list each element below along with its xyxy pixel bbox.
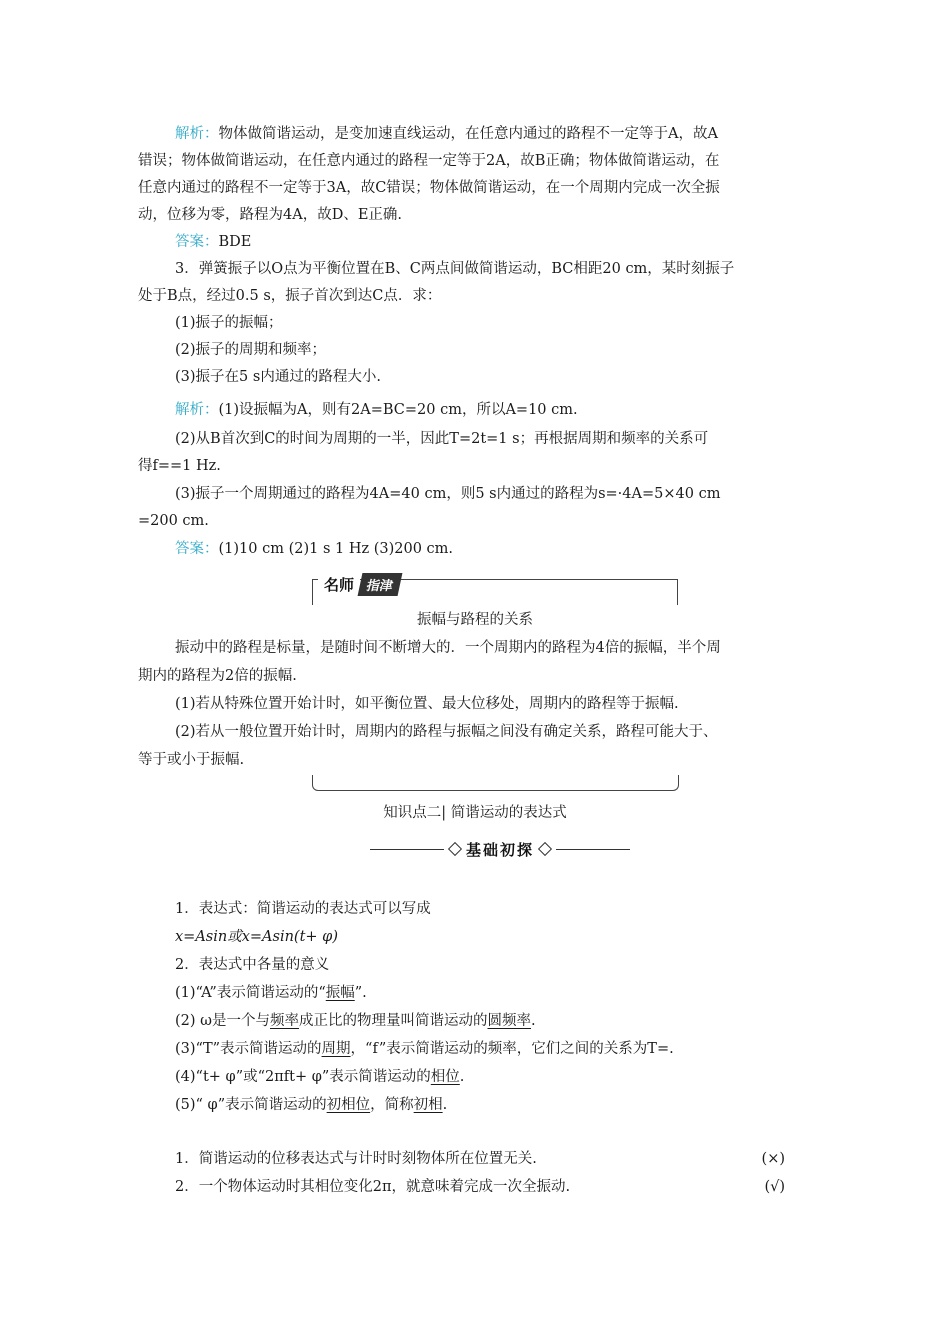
meaning-1-text: (1)“A”表示简谐运动的“ <box>175 985 326 1001</box>
item-1: 1．表达式：简谐运动的表达式可以写成 <box>175 901 431 917</box>
item-2: 2．表达式中各量的意义 <box>175 957 330 973</box>
analysis3-line-5: =200 cm. <box>138 513 209 529</box>
tip-badge-main: 名师 <box>318 574 360 595</box>
analysis-label: 解析： <box>175 126 219 142</box>
tip-badge <box>318 571 400 597</box>
diamond-icon <box>538 842 552 856</box>
meaning-4 <box>175 1067 464 1087</box>
meaning-3-blank: 周期 <box>321 1041 351 1057</box>
analysis-line-3: 任意内通过的路程不一定等于3A，故C错误；物体做简谐运动，在一个周期内完成一次全振 <box>138 180 720 196</box>
meaning-5-blank-2: 初相 <box>413 1097 443 1113</box>
banner-rule-right <box>556 849 630 850</box>
analysis-line-2: 错误；物体做简谐运动，在任意内通过的路程一定等于2A，故B正确；物体做简谐运动，在 <box>138 153 720 169</box>
section-banner <box>370 838 630 860</box>
question-3-part-1: (1)振子的振幅； <box>175 315 283 331</box>
answer-value: BDE <box>218 234 252 250</box>
meaning-1-blank: 振幅 <box>325 985 355 1001</box>
judge-mark-1: (×) <box>761 1151 785 1167</box>
meaning-1 <box>175 983 367 1003</box>
question-3-part-3: (3)振子在5 s内通过的路程大小. <box>175 369 381 385</box>
analysis3-line-1 <box>175 400 578 420</box>
tip-title: 振幅与路程的关系 <box>417 612 533 628</box>
banner-rule-left <box>370 849 444 850</box>
tip-box-top-right <box>677 579 678 605</box>
meaning-3 <box>175 1039 674 1059</box>
meaning-5 <box>175 1095 447 1115</box>
question-3-line-2: 处于B点，经过0.5 s，振子首次到达C点．求： <box>138 288 442 304</box>
analysis3-line-3: 得f==1 Hz. <box>138 458 221 474</box>
question-3-part-2: (2)振子的周期和频率； <box>175 342 327 358</box>
tip-box-bottom <box>312 775 679 791</box>
meaning-1-end: ”. <box>354 985 367 1001</box>
judge-item-2: 2．一个物体运动时其相位变化2π，就意味着完成一次全振动. <box>175 1179 571 1195</box>
meaning-5-end: . <box>442 1097 448 1113</box>
analysis3-text: (1)设振幅为A，则有2A=BC=20 cm，所以A=10 cm. <box>218 402 578 418</box>
tip-line-5: 等于或小于振幅. <box>138 752 245 768</box>
meaning-3-text: (3)“T”表示简谐运动的 <box>175 1041 322 1057</box>
analysis3-line-4: (3)振子一个周期通过的路程为4A=40 cm，则5 s内通过的路程为s=·4A=5×40 cm <box>175 486 721 502</box>
answer3-label: 答案： <box>175 541 219 557</box>
question-3-line-1: 3．弹簧振子以O点为平衡位置在B、C两点间做简谐运动，BC相距20 cm，某时刻振子 <box>175 261 735 277</box>
meaning-2-mid: 成正比的物理量叫简谐运动的 <box>298 1013 488 1029</box>
answer-label: 答案： <box>175 234 219 250</box>
meaning-5-blank-1: 初相位 <box>326 1097 371 1113</box>
meaning-2-end: . <box>530 1013 536 1029</box>
analysis3-line-2: (2)从B首次到C的时间为周期的一半，因此T=2t=1 s；再根据周期和频率的关系可 <box>175 431 709 447</box>
analysis-line-1 <box>175 124 718 144</box>
tip-line-3: (1)若从特殊位置开始计时，如平衡位置、最大位移处，周期内的路程等于振幅. <box>175 696 679 712</box>
meaning-3-end: ，“f”表示简谐运动的频率，它们之间的关系为T=. <box>350 1041 674 1057</box>
judge-item-1: 1．简谐运动的位移表达式与计时时刻物体所在位置无关. <box>175 1151 537 1167</box>
meaning-5-mid: ，简称 <box>370 1097 414 1113</box>
tip-line-1: 振动中的路程是标量，是随时间不断增大的．一个周期内的路程为4倍的振幅，半个周 <box>175 640 721 656</box>
analysis-line-4: 动，位移为零，路程为4A，故D、E正确. <box>138 207 403 223</box>
analysis3-label: 解析： <box>175 402 219 418</box>
answer3-line <box>175 539 453 559</box>
tip-badge-tag: 指津 <box>358 573 403 596</box>
tip-box-top-left <box>312 579 313 605</box>
meaning-2-text: (2) ω是一个与 <box>175 1013 270 1029</box>
section-heading: 知识点二| 简谐运动的表达式 <box>383 805 567 821</box>
formula: x=Asin或x=Asin(t+ φ) <box>175 929 338 945</box>
meaning-4-text: (4)“t+ φ”或“2πft+ φ”表示简谐运动的 <box>175 1069 431 1085</box>
meaning-4-end: . <box>459 1069 465 1085</box>
meaning-2-blank-1: 频率 <box>269 1013 299 1029</box>
answer-line <box>175 232 251 252</box>
meaning-5-text: (5)“ φ”表示简谐运动的 <box>175 1097 327 1113</box>
meaning-2-blank-2: 圆频率 <box>487 1013 531 1029</box>
answer3-value: (1)10 cm (2)1 s 1 Hz (3)200 cm. <box>218 541 454 557</box>
meaning-2 <box>175 1011 536 1031</box>
diamond-icon <box>448 842 462 856</box>
tip-line-2: 期内的路程为2倍的振幅. <box>138 668 297 684</box>
analysis-text: 物体做简谐运动，是变加速直线运动，在任意内通过的路程不一定等于A，故A <box>218 126 718 142</box>
meaning-4-blank: 相位 <box>430 1069 460 1085</box>
banner-text: 基础初探 <box>466 840 535 859</box>
judge-mark-2: (√) <box>764 1179 785 1195</box>
tip-line-4: (2)若从一般位置开始计时，周期内的路程与振幅之间没有确定关系，路程可能大于、 <box>175 724 718 740</box>
